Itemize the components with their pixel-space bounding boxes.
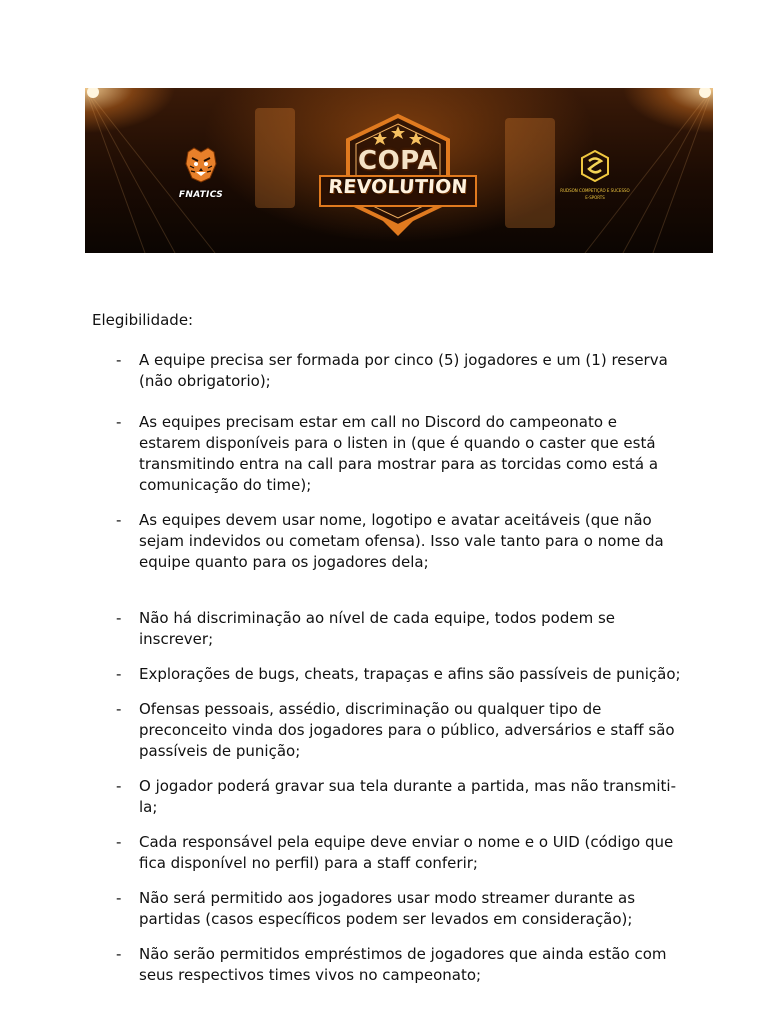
banner-image <box>85 88 713 253</box>
fnatics-logo <box>173 146 229 200</box>
list-item <box>92 776 682 818</box>
list-item <box>92 699 682 762</box>
bullet-dash: - <box>116 700 122 718</box>
rule-text: Não há discriminação ao nível de cada equipe, todos podem se inscrever; <box>139 609 615 648</box>
rule-text: Ofensas pessoais, assédio, discriminação ou qualquer tipo de preconceito vinda dos jogadores para o público, adversários e staff são passíveis de punição; <box>139 700 675 760</box>
rule-text: Explorações de bugs, cheats, trapaças e afins são passíveis de punição; <box>139 665 681 683</box>
bullet-dash: - <box>116 413 122 431</box>
rule-text: Cada responsável pela equipe deve enviar o nome e o UID (código que fica disponível no perfil) para a staff conferir; <box>139 833 674 872</box>
list-item <box>92 510 682 573</box>
rule-text: Não será permitido aos jogadores usar modo streamer durante as partidas (casos específicos podem ser levados em consideração); <box>139 889 636 928</box>
rule-text: Não serão permitidos empréstimos de jogadores que ainda estão com seus respectivos times vivos no campeonato; <box>139 945 667 984</box>
fnatics-label: FNATICS <box>178 190 224 200</box>
rule-text: O jogador poderá gravar sua tela durante a partida, mas não transmiti-la; <box>139 777 676 816</box>
gold-monogram-icon <box>579 150 611 182</box>
title-revolution: REVOLUTION <box>327 176 469 198</box>
rules-section <box>92 310 682 986</box>
list-item <box>92 664 682 685</box>
list-item <box>92 944 682 986</box>
sponsor-logo <box>555 150 635 200</box>
section-heading: Elegibilidade: <box>92 311 194 329</box>
list-item <box>92 832 682 874</box>
bullet-dash: - <box>116 609 122 627</box>
bullet-dash: - <box>116 833 122 851</box>
list-item <box>92 608 682 650</box>
rules-list <box>92 350 682 986</box>
bullet-dash: - <box>116 665 122 683</box>
title-copa: COPA <box>358 146 438 176</box>
list-item <box>92 350 682 392</box>
list-item <box>92 888 682 930</box>
copa-revolution-emblem <box>318 110 478 250</box>
bullet-dash: - <box>116 889 122 907</box>
rule-text: A equipe precisa ser formada por cinco (5) jogadores e um (1) reserva (não obrigatorio); <box>139 351 668 390</box>
bullet-dash: - <box>116 777 122 795</box>
bullet-dash: - <box>116 945 122 963</box>
bullet-dash: - <box>116 351 122 369</box>
sponsor-sublabel: E-SPORTS <box>585 195 605 200</box>
rule-text: As equipes precisam estar em call no Discord do campeonato e estarem disponíveis para o listen in (que é quando o caster que está transmitindo entra na call para mostrar para as torcidas como está a comunicação do time); <box>139 413 659 494</box>
bullet-dash: - <box>116 511 122 529</box>
rule-text: As equipes devem usar nome, logotipo e avatar aceitáveis (que não sejam indevidos ou cometam ofensa). Isso vale tanto para o nome da equipe quanto para os jogadores dela; <box>139 511 664 571</box>
sponsor-label: RUDSON COMPETIÇÃO E SUCESSO <box>560 188 630 193</box>
list-item <box>92 412 682 496</box>
tiger-icon <box>182 146 220 184</box>
